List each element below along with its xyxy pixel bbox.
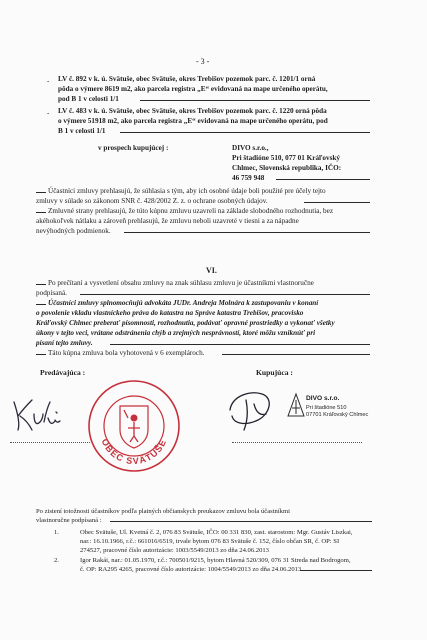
fill-line	[36, 354, 46, 355]
verification-intro-1: Po zistení totožnosti účastníkov podľa platných občianskych preukazov zmluvu bola účastníkmi	[36, 508, 290, 515]
fill-line	[110, 521, 372, 522]
verification-1-line-1: Obec Svätuše, Ul. Kvetná č. 2, 076 83 Svätuše, IČO: 00 331 830, zast. starostom: Mgr. Gustáv Liszkai,	[80, 529, 353, 536]
fill-line	[110, 344, 370, 345]
para1-line-1: Účastníci zmluvy prehlasujú, že súhlasia s tým, aby ich osobné údaje boli použité pre účely tejto	[48, 187, 326, 195]
buyer-label: v prospech kupujúcej :	[98, 144, 169, 152]
para1-line-2: zmluvy v súlade so zákonom SNR č. 428/2002 Z. z. o ochrane osobných údajov.	[36, 197, 268, 205]
verification-1-number: 1.	[54, 529, 59, 536]
lv1-line-2: pôda o výmere 8619 m2, ako parcela registra „E“ evidovaná na mape určeného operátu,	[58, 85, 328, 93]
bullet: -	[47, 77, 50, 85]
verification-intro-2: vlastnoručne podpísaná :	[36, 517, 102, 524]
lv1-line-1: LV č. 892 v k. ú. Svätuše, obec Svätuše, okres Trebišov pozemok parc. č. 1201/1 orná	[58, 75, 316, 83]
divo-stamp-name: DIVO s.r.o.	[306, 395, 340, 402]
divo-logo-icon	[286, 392, 306, 418]
svg-text:OBEC SVÄTUŠE	[100, 437, 169, 466]
seal-text: OBEC SVÄTUŠE	[99, 437, 169, 467]
seller-label: Predávajúca :	[40, 368, 86, 377]
fill-line	[36, 212, 46, 213]
fill-line	[140, 100, 370, 101]
fill-line	[36, 284, 46, 285]
para3-line-1: Po prečítaní a vysvetlení obsahu zmluvy na znak súhlasu zmluvu je účastníkmi vlastnoručne	[48, 279, 314, 287]
fill-line	[300, 570, 372, 571]
buyer-sign-line	[232, 442, 362, 443]
fill-line	[80, 294, 370, 295]
fill-line	[36, 192, 46, 193]
seller-signature	[8, 394, 70, 434]
fill-line	[120, 132, 370, 133]
lv2-line-3: B 1 v celosti 1/1	[58, 127, 106, 135]
buyer-sign-label: Kupujúca :	[256, 368, 293, 377]
para2-line-1: Zmluvné strany prehlasujú, že túto kúpnu zmluvu uzavreli na základe slobodného rozhodnutia, bez	[48, 207, 334, 215]
bullet: -	[47, 109, 50, 117]
para2-line-3: nevýhodných podmienok.	[36, 227, 111, 235]
para4-line-2: o povolenie vkladu vlastníckeho práva do katastra na Správe katastra Trebišov, pracovisko	[36, 309, 304, 317]
lv2-line-1: LV č. 483 v k. ú. Svätuše, obec Svätuše, okres Trebišov pozemok parc. č. 1220 orná pôda	[58, 107, 327, 115]
verification-2-line-2: č. OP: RA295 4265, pracovné číslo autorizácie: 1004/5549/2013 zo dňa 24.06.2013	[80, 566, 302, 573]
lv1-line-3: pod B 1 v celosti 1/1	[58, 95, 119, 103]
para4-line-4: úkony v tejto veci, vrátane odstránenia chýb a zrejmých nesprávností, ktoré môžu vzniknúť pri	[36, 329, 316, 337]
divo-signature	[226, 386, 280, 438]
fill-line	[222, 354, 370, 355]
verification-1-line-3: 274527, pracovné číslo autorizácie: 1003/5549/2013 zo dňa 24.06.2013	[80, 547, 269, 554]
para2-line-2: akéhokoľvek nátlaku a zároveň prehlasujú, že zmluvu neboli uzavreté v tiesni a za nápadne	[36, 217, 299, 225]
verification-2-line-1: Igor Rakái, nar.: 01.05.1970, r.č.: 700501/9215, bytom Hlavná 520/309, 076 31 Streda nad Bodrogom,	[80, 557, 351, 564]
buyer-line-2: Pri štadióne 510, 077 01 Kráľovský	[232, 154, 340, 162]
fill-line	[36, 304, 46, 305]
divo-stamp-address: Pri štadióne 510	[306, 405, 347, 411]
para4-line-3: Kráľovský Chlmec preberať písomnosti, rozhodnutia, podávať opravné prostriedky a vykonať všetky	[36, 319, 335, 327]
fill-line	[124, 232, 370, 233]
verification-2-number: 2.	[54, 557, 59, 564]
buyer-line-1: DIVO s.r.o.,	[232, 144, 269, 152]
fill-line	[304, 202, 370, 203]
verification-1-line-2: nar.: 16.10.1966, r.č.: 661016/6519, trvale bytom 076 83 Svätuše č. 152, číslo občan SR, č. OP: SI	[80, 538, 340, 545]
page-number: - 3 -	[196, 57, 210, 66]
obec-seal-icon	[86, 378, 182, 474]
para3-line-2: podpísaná.	[36, 289, 67, 297]
divo-stamp-city: 07701 Kráľovský Chlmec	[306, 412, 369, 418]
lv2-line-2: o výmere 51918 m2, ako parcela registra „E“ evidovaná na mape určeného operátu, pod	[58, 117, 328, 125]
buyer-line-3: Chlmec, Slovenská republika, IČO:	[232, 164, 342, 172]
section-number: VI.	[206, 266, 217, 275]
fill-line	[276, 179, 370, 180]
buyer-line-4: 46 759 948	[232, 174, 265, 182]
para5: Táto kúpna zmluva bola vyhotovená v 6 exemplároch.	[48, 349, 205, 357]
seller-sign-line	[10, 442, 90, 443]
para4-line-5: písaní tejto zmluvy.	[36, 339, 93, 347]
para4-line-1: Účastníci zmluvy splnomocňujú advokáta JUDr. Andreja Molnára k zastupovaniu v konaní	[48, 299, 319, 307]
